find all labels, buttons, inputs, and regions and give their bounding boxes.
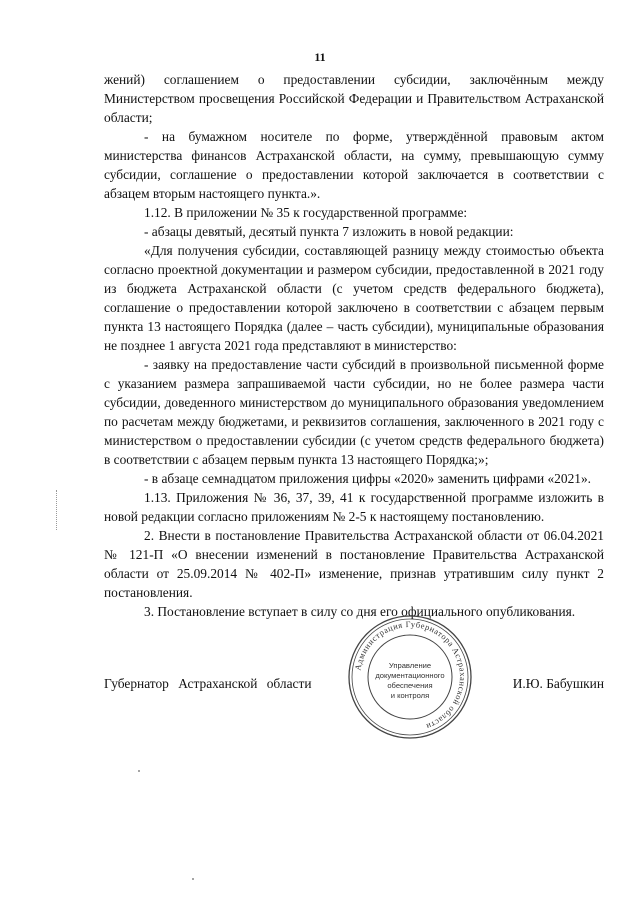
stamp-line-4: и контроля (390, 691, 430, 700)
paragraph-1-12: 1.12. В приложении № 35 к государственной программе: (144, 205, 468, 220)
paragraph-2: 2. Внести в постановление Правительства Астраханской области от 06.04.2021 № 121-П «О внесении изменений в постановление Правительства Астраханской области от 25.09.2014 № 402-П» изменение, признав утратившим силу пункт 2 постановления. (104, 528, 604, 600)
margin-marks (56, 490, 59, 530)
paragraph-3: 3. Постановление вступает в силу со дня его официального опубликования. (144, 604, 576, 619)
paragraph-1-13: 1.13. Приложения № 36, 37, 39, 41 к государственной программе изложить в новой редакции согласно приложениям № 2-5 к настоящему постановлению. (104, 490, 604, 524)
stamp-ring-text: Администрация Губернатора Астраханской области (353, 619, 468, 732)
paragraph-abzats-ninth-tenth: - абзацы девятый, десятый пункта 7 изложить в новой редакции: (144, 224, 514, 239)
stamp-line-1: Управление (388, 661, 432, 670)
document-body (104, 70, 604, 621)
stamp-line-3: обеспечения (387, 681, 433, 690)
stamp-line-2: документационного (375, 671, 445, 680)
signature-name: И.Ю. Бабушкин (512, 676, 604, 691)
paragraph-application: - заявку на предоставление части субсидий в произвольной письменной форме с указанием размера запрашиваемой части субсидии, но не более размера части субсидии, доведенного министерством до муниципального образования уведомлением по расчетам между бюджетами, и реквизитов соглашения, заключенного в 2021 году с министерством о предоставлении субсидии (с учетом средств федерального бюджета) в соответствии с абзацем первым пункта 13 настоящего Порядка;»; (104, 357, 604, 467)
paragraph-paper-carrier: - на бумажном носителе по форме, утверждённой правовым актом министерства финансов Астраханской области, на сумму, превышающую сумму субсидии, соглашение о предоставлении которой заключается в соответствии с абзацем вторым настоящего пункта.». (104, 129, 604, 201)
official-stamp (345, 612, 475, 742)
stamp-seal (345, 612, 475, 742)
scan-speck (192, 878, 194, 880)
signature-title: Губернатор Астраханской области (104, 676, 312, 691)
paragraph-continuation: жений) соглашением о предоставлении субсидии, заключённым между Министерством просвещения Российской Федерации и Правительством Астраханской области; (104, 72, 604, 125)
scan-speck (138, 770, 140, 772)
paragraph-seventeenth: - в абзаце семнадцатом приложения цифры «2020» заменить цифрами «2021». (144, 471, 592, 486)
page-number: 11 (314, 50, 326, 64)
paragraph-subsidy-request: «Для получения субсидии, составляющей разницу между стоимостью объекта согласно проектной документации и размером субсидии, предоставленной в 2021 году из бюджета Астраханской области (с учетом средств федерального бюджета), соглашение о предоставлении которой заключено в соответствии с абзацем первым пункта 13 настоящего Порядка (далее – часть субсидии), муниципальные образования не позднее 1 августа 2021 года представляют в министерство: (104, 243, 604, 353)
